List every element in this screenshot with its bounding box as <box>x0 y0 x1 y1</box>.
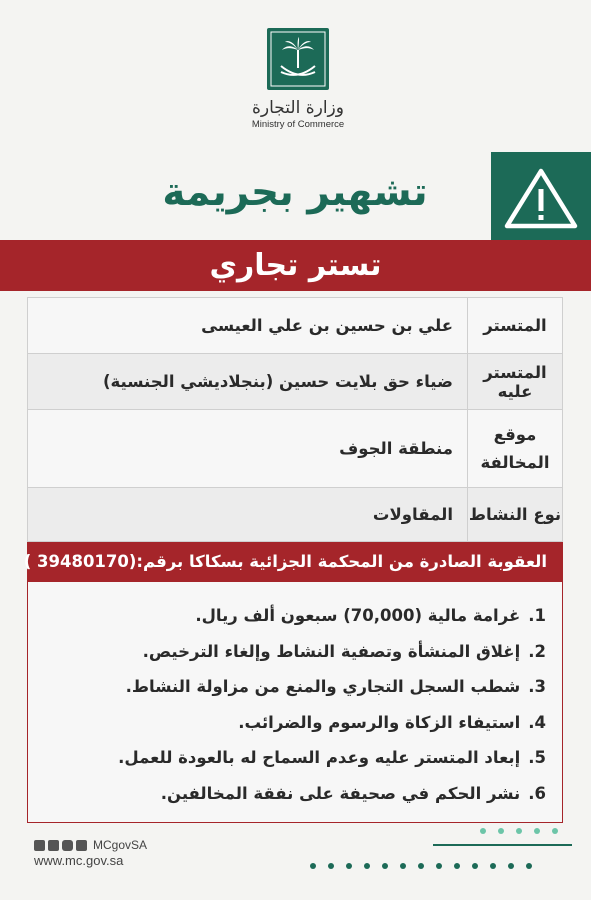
penalties-heading: العقوبة الصادرة من المحكمة الجزائية بسكاكا برقم:(39480170 ) <box>23 552 547 571</box>
list-item <box>28 634 546 670</box>
page-subtitle: تستر تجاري <box>209 248 382 283</box>
decorative-dot <box>480 828 486 834</box>
decorative-dot <box>472 863 478 869</box>
decorative-dot <box>346 863 352 869</box>
logo-arabic-text: وزارة التجارة <box>252 98 344 118</box>
item-number: 5. <box>528 748 546 768</box>
decorative-dot <box>490 863 496 869</box>
subtitle-bar <box>0 240 591 291</box>
table-row-concealed <box>28 354 563 410</box>
list-item <box>28 598 546 634</box>
item-text: غرامة مالية (70,000) سبعون ألف ريال. <box>195 606 521 625</box>
row-value: منطقة الجوف <box>28 410 468 488</box>
youtube-icon[interactable] <box>76 840 87 851</box>
facebook-icon[interactable] <box>48 840 59 851</box>
item-text: شطب السجل التجاري والمنع من مزاولة النشاط. <box>125 677 521 697</box>
item-text: إبعاد المتستر عليه وعدم السماح له بالعودة للعمل. <box>118 748 521 768</box>
decorative-dot <box>516 828 522 834</box>
list-item <box>28 776 546 812</box>
item-text: نشر الحكم في صحيفة على نفقة المخالفين. <box>160 783 521 803</box>
decorative-dot <box>454 863 460 869</box>
row-value: المقاولات <box>28 488 468 542</box>
twitter-icon[interactable] <box>34 840 45 851</box>
item-number: 4. <box>528 712 546 732</box>
table-row-activity <box>28 488 563 542</box>
row-label: نوع النشاط <box>468 488 563 542</box>
decorative-dot <box>436 863 442 869</box>
list-item <box>28 740 546 776</box>
instagram-icon[interactable] <box>62 840 73 851</box>
social-handle[interactable]: MCgovSA <box>93 838 148 852</box>
page-title: تشهير بجريمة <box>162 170 428 215</box>
decorative-dot <box>310 863 316 869</box>
warning-triangle-icon <box>491 152 591 240</box>
decorative-dot <box>418 863 424 869</box>
decorative-dot <box>534 828 540 834</box>
item-text: إغلاق المنشأة وتصفية النشاط وإلغاء الترخيص. <box>142 641 521 661</box>
decorative-dot <box>382 863 388 869</box>
decorative-dot <box>508 863 514 869</box>
decorative-dot <box>526 863 532 869</box>
list-item <box>28 669 546 705</box>
website-link[interactable]: www.mc.gov.sa <box>34 853 124 868</box>
item-number: 3. <box>528 677 546 697</box>
row-label: المتستر <box>468 298 563 354</box>
warning-box <box>491 152 591 240</box>
decorative-dot <box>552 828 558 834</box>
row-label: موقع المخالفة <box>468 410 563 488</box>
row-label: المتستر عليه <box>468 354 563 410</box>
penalties-box <box>27 582 563 823</box>
palm-swords-emblem-icon <box>267 28 329 90</box>
penalties-header-bar <box>23 542 563 582</box>
penalties-list <box>28 582 562 812</box>
ministry-logo <box>238 28 358 130</box>
table-row-offender <box>28 298 563 354</box>
decorative-dot <box>328 863 334 869</box>
list-item <box>28 705 546 741</box>
violation-info-table <box>27 297 563 542</box>
item-number: 2. <box>528 641 546 661</box>
decorative-dot <box>364 863 370 869</box>
social-links <box>34 838 147 852</box>
item-text: استيفاء الزكاة والرسوم والضرائب. <box>238 712 521 732</box>
logo-english-text: Ministry of Commerce <box>251 119 345 130</box>
table-row-location <box>28 410 563 488</box>
decorative-dot <box>400 863 406 869</box>
item-number: 1. <box>528 606 546 625</box>
row-value: علي بن حسين بن علي العيسى <box>28 298 468 354</box>
row-value: ضياء حق بلايت حسين (بنجلاديشي الجنسية) <box>28 354 468 410</box>
item-number: 6. <box>528 783 546 803</box>
decorative-line <box>433 844 572 846</box>
decorative-dot <box>498 828 504 834</box>
